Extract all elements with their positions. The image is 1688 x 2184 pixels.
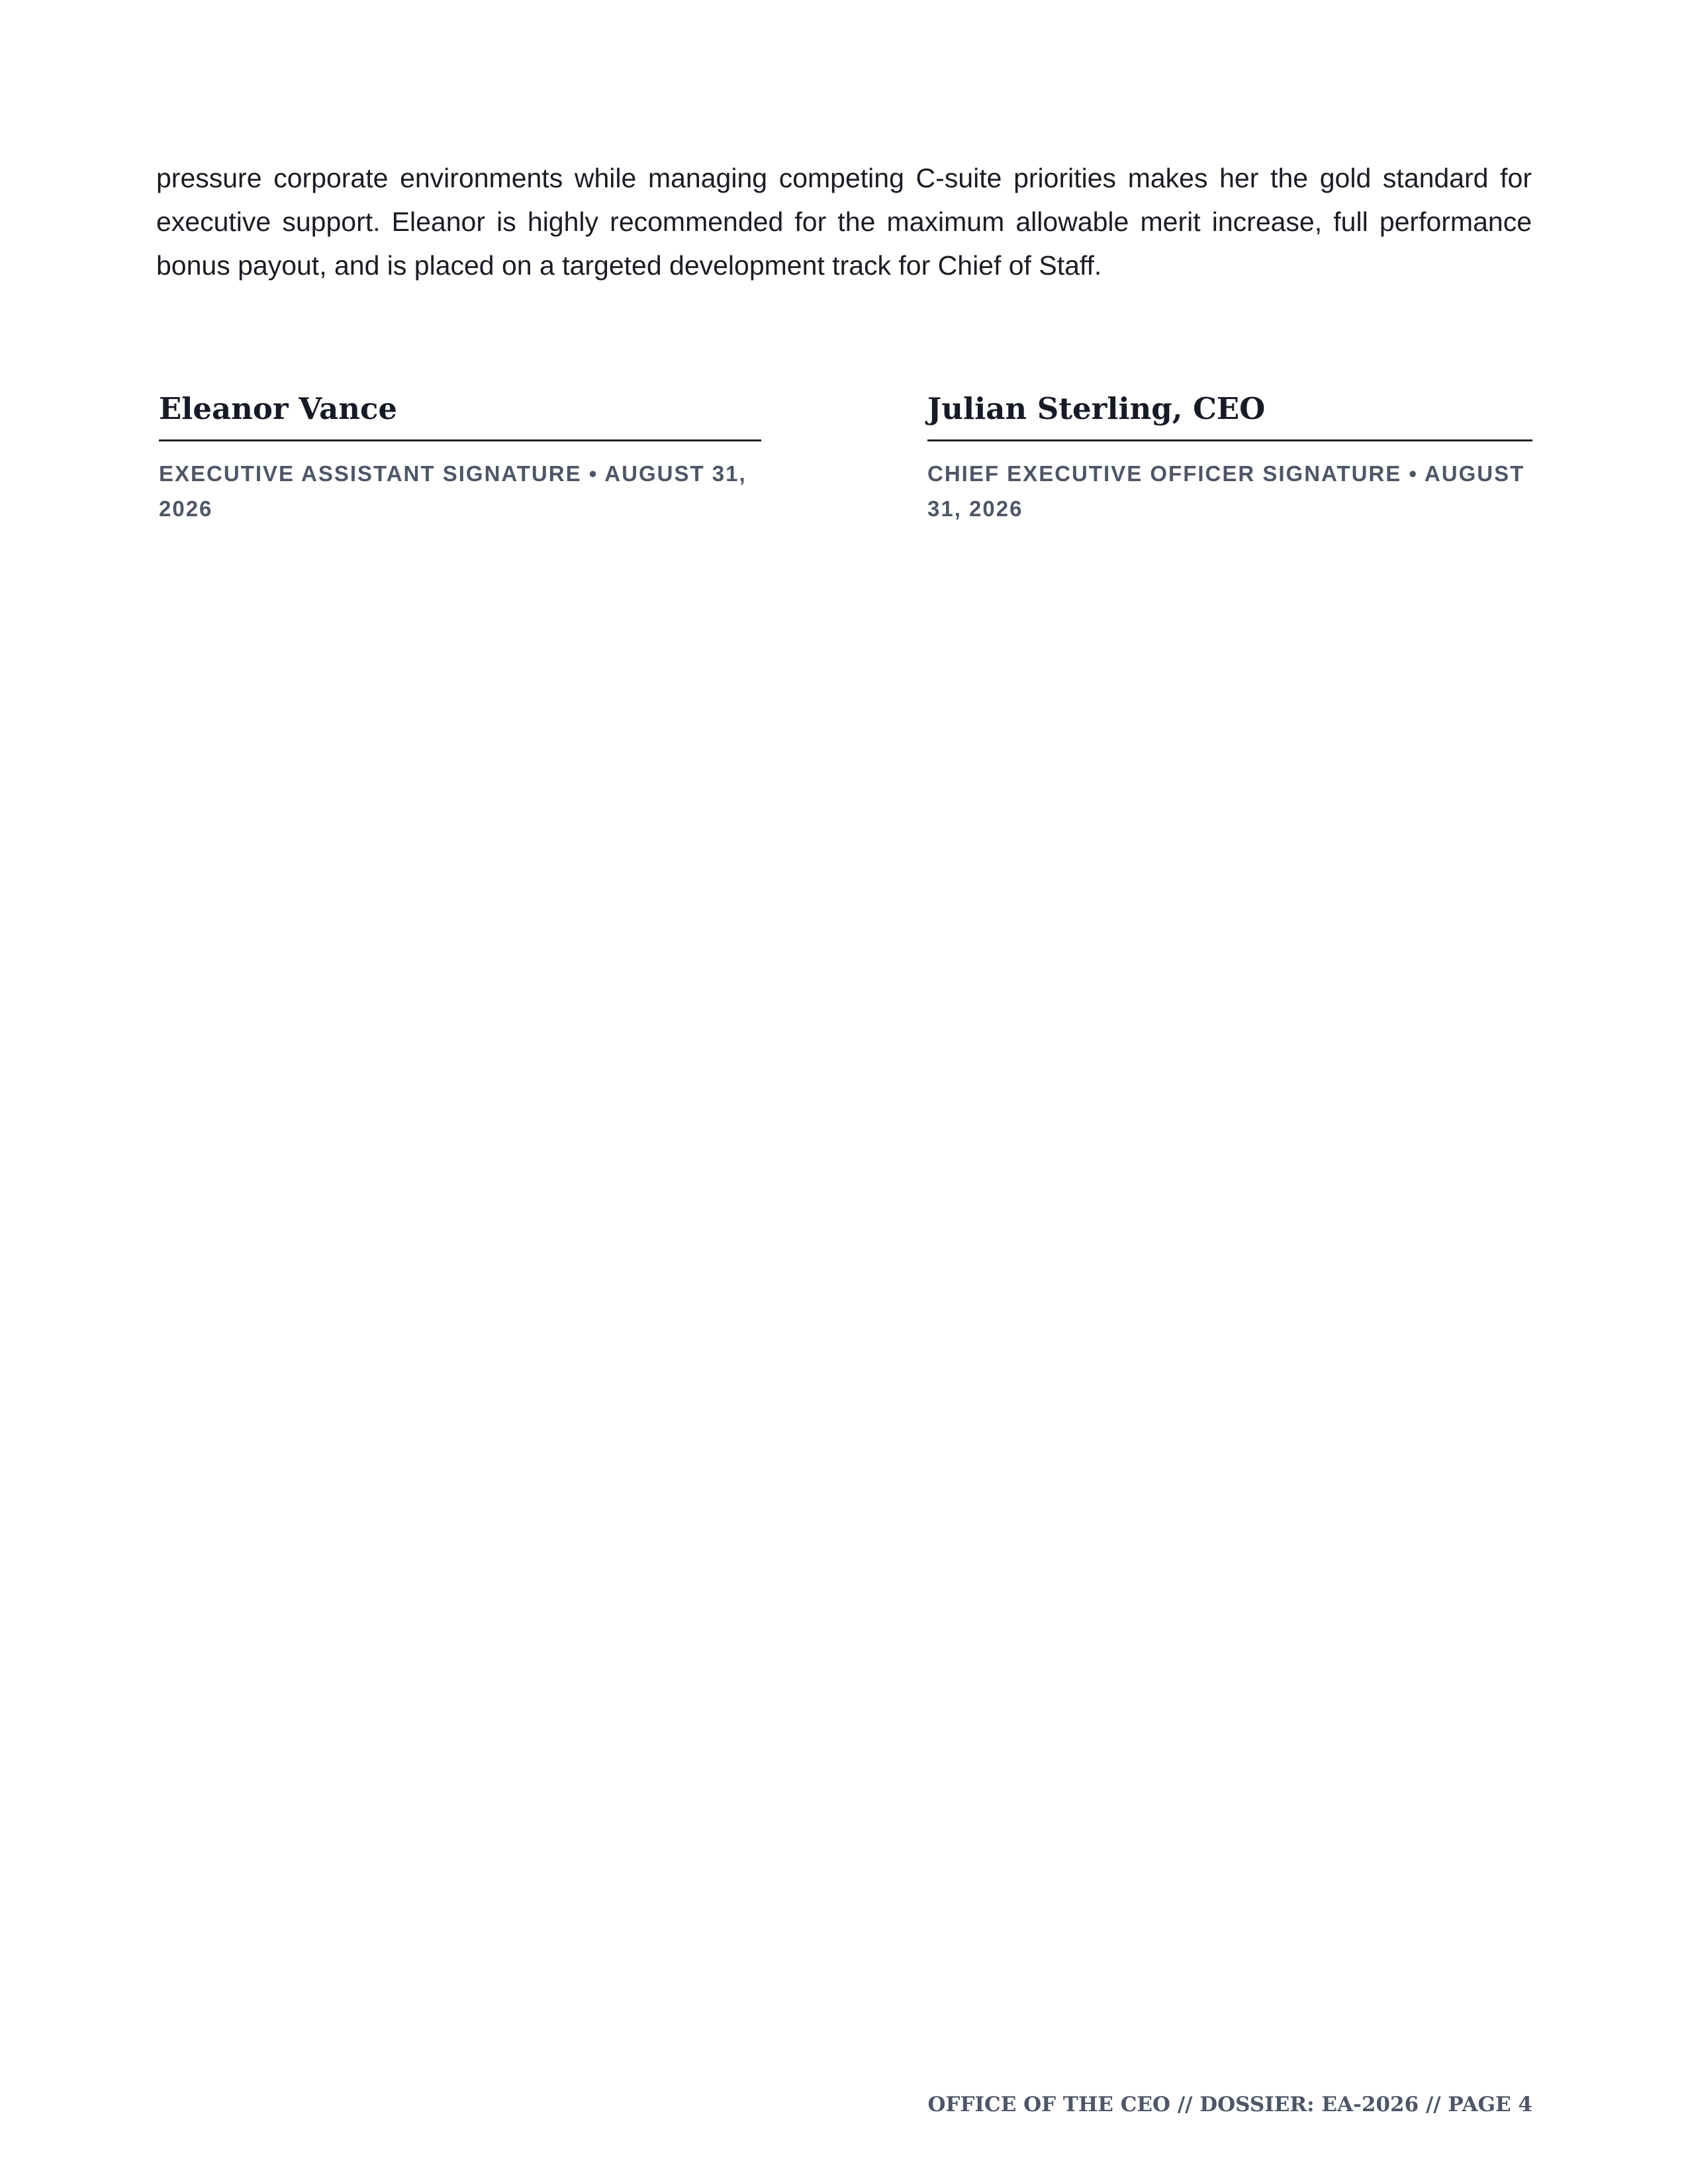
signature-caption-ceo: CHIEF EXECUTIVE OFFICER SIGNATURE • AUGUST 31, 2026 bbox=[927, 461, 1525, 521]
recommendation-paragraph: pressure corporate environments while managing competing C-suite priorities makes her the gold standard for executive support. Eleanor is highly recommended for the maximum allowable merit increase, full performance bonus payout, and is placed on a targeted development track for Chief of Staff. bbox=[156, 163, 1532, 281]
page-footer: OFFICE OF THE CEO // DOSSIER: EA-2026 // PAGE 4 bbox=[927, 2093, 1532, 2116]
signature-block-ceo bbox=[927, 385, 1532, 526]
signature-name-ceo: Julian Sterling, CEO bbox=[927, 385, 1532, 441]
signature-block-executive-assistant bbox=[159, 385, 761, 526]
signature-name-executive-assistant: Eleanor Vance bbox=[159, 385, 761, 441]
signature-caption-executive-assistant: EXECUTIVE ASSISTANT SIGNATURE • AUGUST 31, 2026 bbox=[159, 461, 747, 521]
